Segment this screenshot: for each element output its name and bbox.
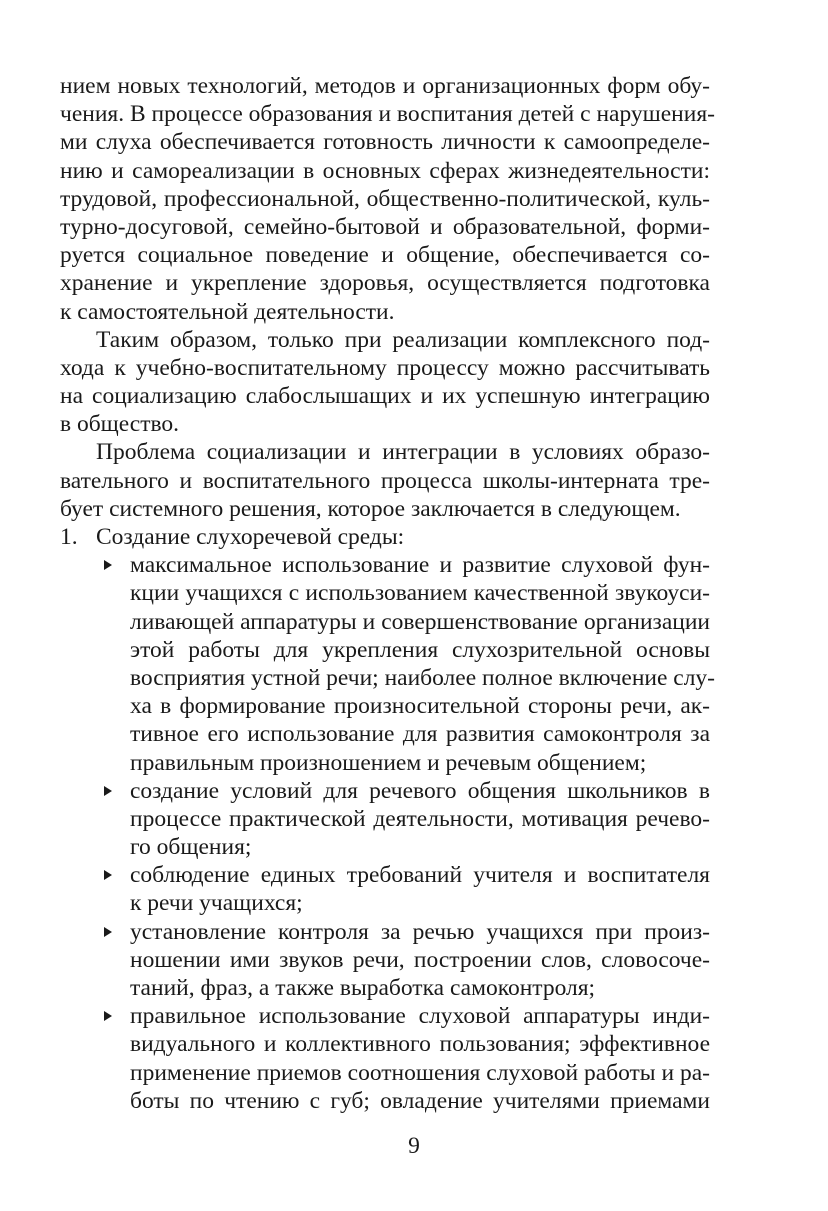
text-line: на социализацию слабослышащих и их успешную интеграцию: [60, 383, 710, 410]
text-line: установление контроля за речью учащихся при произ-: [130, 918, 710, 945]
paragraph-1: [60, 72, 715, 326]
text-line: вательного и воспитательного процесса школы-интерната тре-: [60, 467, 710, 494]
text-line: руется социальное поведение и общение, обеспечивается со-: [60, 242, 710, 269]
bullet-item: [60, 551, 716, 777]
triangle-bullet-icon: [104, 1011, 112, 1021]
bullet-item: [60, 861, 710, 917]
text-line: бует системного решения, которое заключается в следующем.: [60, 495, 681, 522]
text-line: го общения;: [130, 834, 252, 861]
text-line: к речи учащихся;: [130, 890, 303, 917]
text-line: кции учащихся с использованием качественной звукоуси-: [130, 580, 710, 607]
text-line: чения. В процессе образования и воспитания детей с нарушения-: [60, 101, 715, 128]
text-line: хода к учебно-воспитательному процессу можно рассчитывать: [60, 354, 710, 381]
triangle-bullet-icon: [104, 927, 112, 937]
text-line: ливающей аппаратуры и совершенствование организации: [130, 608, 710, 635]
text-line: правильное использование слуховой аппаратуры инди-: [130, 1003, 710, 1030]
text-line: в общество.: [60, 411, 180, 438]
numbered-list-item: [60, 523, 710, 551]
triangle-bullet-icon: [104, 560, 112, 570]
text-line: тивное его использование для развития самоконтроля за: [130, 721, 710, 748]
list-item-text: Создание слухоречевой среды:: [96, 524, 405, 550]
text-line: ми слуха обеспечивается готовность личности к самоопределе-: [60, 129, 710, 156]
text-line: этой работы для укрепления слухозрительной основы: [130, 636, 710, 663]
text-line: процессе практической деятельности, мотивация речево-: [130, 805, 710, 832]
text-line: нием новых технологий, методов и организационных форм обу-: [60, 73, 710, 99]
text-line: правильным произношением и речевым общением;: [130, 749, 647, 776]
bullet-item: [60, 1002, 710, 1115]
text-line: хранение и укрепление здоровья, осуществляется подготовка: [60, 270, 710, 297]
text-line: Таким образом, только при реализации комплексного под-: [96, 326, 710, 353]
text-line: ношении ими звуков речи, построении слов, словосоче-: [130, 946, 710, 973]
text-line: Проблема социализации и интеграции в условиях образо-: [96, 439, 710, 466]
list-number: 1.: [60, 524, 78, 550]
triangle-bullet-icon: [104, 870, 112, 880]
bullet-item: [60, 918, 710, 1003]
text-line: применение приемов соотношения слуховой работы и ра-: [130, 1059, 710, 1086]
text-line: боты по чтению с губ; овладение учителями приемами: [130, 1087, 710, 1114]
text-line: соблюдение единых требований учителя и воспитателя: [130, 862, 710, 889]
triangle-bullet-icon: [104, 786, 112, 796]
text-line: максимальное использование и развитие слуховой фун-: [130, 552, 710, 579]
text-line: таний, фраз, а также выработка самоконтроля;: [130, 975, 596, 1001]
paragraph-2: [60, 326, 710, 439]
text-line: восприятия устной речи; наиболее полное включение слу-: [130, 664, 716, 691]
text-line: видуального и коллективного пользования; эффективное: [130, 1031, 710, 1058]
text-line: к самостоятельной деятельности.: [60, 298, 395, 325]
page-text: [60, 72, 716, 1115]
text-line: ха в формирование произносительной стороны речи, ак-: [130, 693, 710, 720]
page-number: 9: [408, 1133, 420, 1159]
text-line: нию и самореализации в основных сферах жизнедеятельности:: [60, 157, 710, 184]
text-line: трудовой, профессиональной, общественно-политической, куль-: [60, 185, 710, 212]
text-line: турно-досуговой, семейно-бытовой и образовательной, форми-: [60, 213, 710, 240]
text-line: создание условий для речевого общения школьников в: [130, 777, 710, 804]
paragraph-3: [60, 438, 710, 523]
bullet-item: [60, 777, 710, 862]
